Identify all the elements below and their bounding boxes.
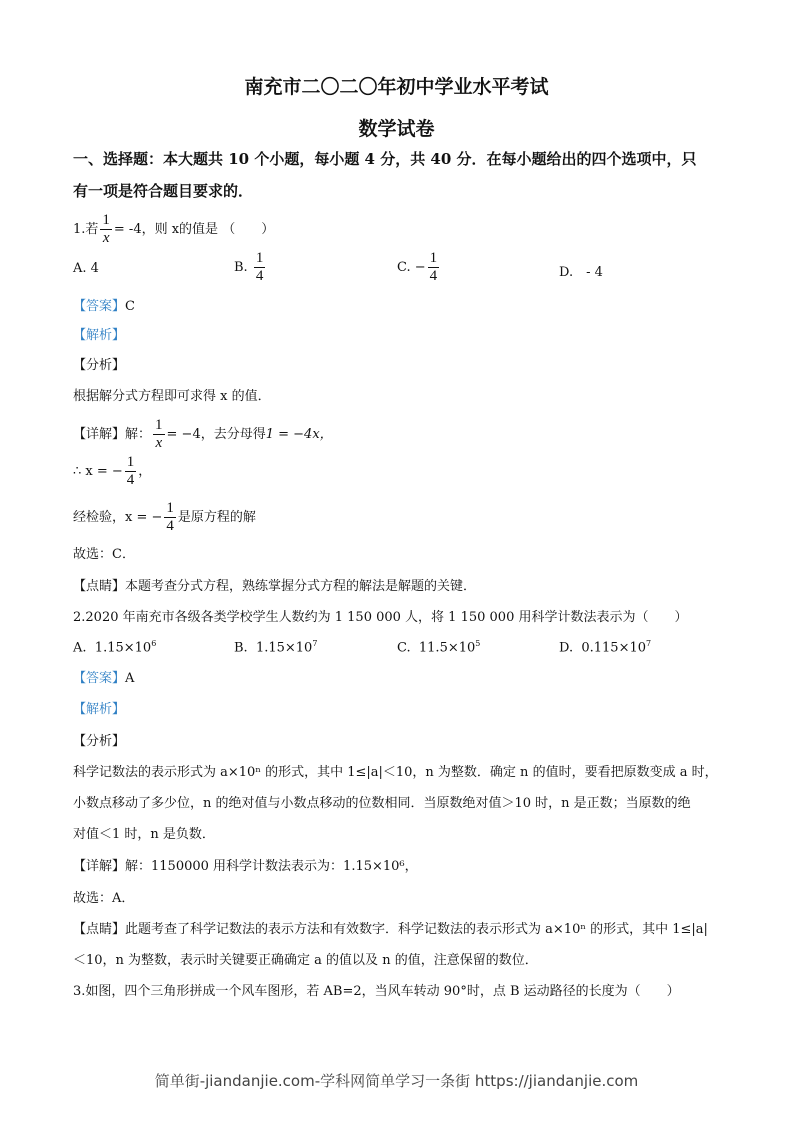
text-fragment	[254, 250, 266, 285]
section-heading: 一、选择题：本大题共 10 个小题，每小题 4 分，共 40 分．在每小题给出的四个选项中，只	[73, 150, 697, 168]
text-fragment: 1.若	[73, 222, 99, 237]
text-fragment: 11.5×10	[418, 640, 476, 656]
q1-option-d: D. - 4	[559, 265, 603, 280]
text-fragment: 0.115×10	[581, 640, 647, 656]
page-subtitle: 数学试卷	[358, 118, 435, 140]
text-fragment: 【答案】	[73, 299, 126, 314]
text-fragment: 1 = −4x，	[265, 427, 333, 442]
text-fragment: 5	[475, 639, 481, 648]
text-fragment: 1.15×10	[94, 640, 152, 656]
q1-fenxi-text: 根据解分式方程即可求得 x 的值．	[73, 389, 271, 404]
q1-choose: 故选：C．	[73, 547, 135, 562]
q2-choose: 故选：A．	[73, 891, 135, 906]
text-fragment: 是原方程的解	[177, 510, 256, 525]
q2-option-d	[559, 639, 651, 655]
q3-stem: 3.如图，四个三角形拼成一个风车图形，若 AB=2，当风车转动 90°时，点 B 运动路径的长度为（ ）	[73, 984, 680, 999]
text-fragment: 经检验，	[73, 510, 126, 525]
text-fragment: 【点睛】	[73, 922, 126, 937]
q1-stem	[73, 212, 274, 247]
text-fragment: 【点睛】	[73, 579, 126, 594]
text-fragment: 7	[312, 639, 318, 648]
text-fragment: 解：1150000 用科学计数法表示为：1.15×10⁶，	[125, 859, 418, 874]
text-fragment: 6	[151, 639, 157, 648]
text-fragment: ，	[138, 464, 152, 479]
text-fragment: B.	[234, 260, 248, 275]
q2-fenxi-line: 对值＜1 时，n 是负数．	[73, 827, 215, 842]
q2-dianjing-cont: ＜10，n 为整数，表示时关键要正确确定 a 的值以及 n 的值，注意保留的数位．	[73, 953, 538, 968]
q2-answer	[73, 670, 134, 688]
page-title: 南充市二〇二〇年初中学业水平考试	[244, 76, 549, 98]
q1-option-a: A. 4	[73, 261, 99, 276]
text-fragment: −	[414, 260, 426, 275]
text-fragment: 1	[155, 417, 163, 433]
q1-jiexi: 【解析】	[73, 328, 126, 343]
q1-check	[73, 500, 256, 535]
text-fragment: 7	[646, 639, 652, 648]
text-fragment: 解：	[125, 427, 152, 442]
text-fragment: C.	[397, 640, 411, 656]
text-fragment: x	[102, 230, 110, 246]
q2-option-c	[397, 639, 480, 655]
q1-fenxi: 【分析】	[73, 358, 126, 373]
text-fragment: ∴ x = −	[73, 464, 123, 479]
text-fragment: 1.15×10	[255, 640, 313, 656]
q2-dianjing	[73, 921, 708, 939]
q2-option-a	[73, 639, 156, 655]
text-fragment: x	[155, 435, 163, 451]
q2-fenxi-line: 科学记数法的表示形式为 a×10ⁿ 的形式，其中 1≤|a|＜10，n 为整数．确定 n 的值时，要看把原数变成 a 时，	[73, 765, 718, 780]
text-fragment: 4	[429, 268, 438, 284]
text-fragment: B.	[234, 640, 248, 656]
q2-stem: 2.2020 年南充市各级各类学校学生人数约为 1 150 000 人，将 1 150 000 用科学计数法表示为（ ）	[73, 610, 688, 625]
text-fragment: A	[125, 671, 135, 686]
text-fragment: C	[125, 299, 135, 314]
q1-fraction	[100, 212, 112, 247]
text-fragment: 1	[126, 454, 135, 470]
text-fragment: 1	[166, 500, 174, 516]
text-fragment	[125, 454, 137, 489]
text-fragment: 1	[429, 250, 438, 266]
q1-therefore	[73, 454, 151, 489]
q1-option-b	[234, 250, 267, 285]
text-fragment	[164, 500, 176, 535]
q2-option-b	[234, 639, 317, 655]
q2-fenxi: 【分析】	[73, 734, 126, 749]
q2-fenxi-line: 小数点移动了多少位，n 的绝对值与小数点移动的位数相同．当原数绝对值＞10 时，n 是正数；当原数的绝	[73, 796, 691, 811]
q1-option-c	[397, 250, 441, 285]
text-fragment: = −4，去分母得	[166, 427, 266, 442]
footer-watermark: 简单街-jiandanjie.com-学科网简单学习一条街 https://jiandanjie.com	[154, 1072, 639, 1090]
q2-xiangjie	[73, 858, 418, 876]
text-fragment	[428, 250, 440, 285]
text-fragment: 【答案】	[73, 671, 126, 686]
text-fragment: 4	[166, 518, 174, 534]
text-fragment: = -4，则 x的值是 （ ）	[113, 222, 275, 237]
section-heading-cont: 有一项是符合题目要求的．	[73, 182, 254, 200]
text-fragment: C.	[397, 260, 411, 275]
text-fragment: 【详解】	[73, 859, 126, 874]
text-fragment: 1	[102, 212, 110, 228]
text-fragment: x = −	[125, 510, 163, 525]
text-fragment: 本题考查分式方程，熟练掌握分式方程的解法是解题的关键．	[125, 579, 477, 594]
text-fragment: 4	[126, 472, 135, 488]
q2-jiexi: 【解析】	[73, 702, 126, 717]
text-fragment: 此题考查了科学记数法的表示方法和有效数字．科学记数法的表示形式为 a×10ⁿ 的形式，其中 1≤|a|	[125, 922, 708, 937]
text-fragment: D.	[559, 640, 574, 656]
q1-xiangjie	[73, 417, 333, 452]
text-fragment: A.	[73, 640, 87, 656]
text-fragment	[153, 417, 165, 452]
text-fragment: 1	[255, 250, 264, 266]
text-fragment: 【详解】	[73, 427, 126, 442]
q1-dianjing	[73, 578, 476, 596]
q1-answer	[73, 298, 135, 316]
text-fragment: 4	[255, 268, 264, 284]
